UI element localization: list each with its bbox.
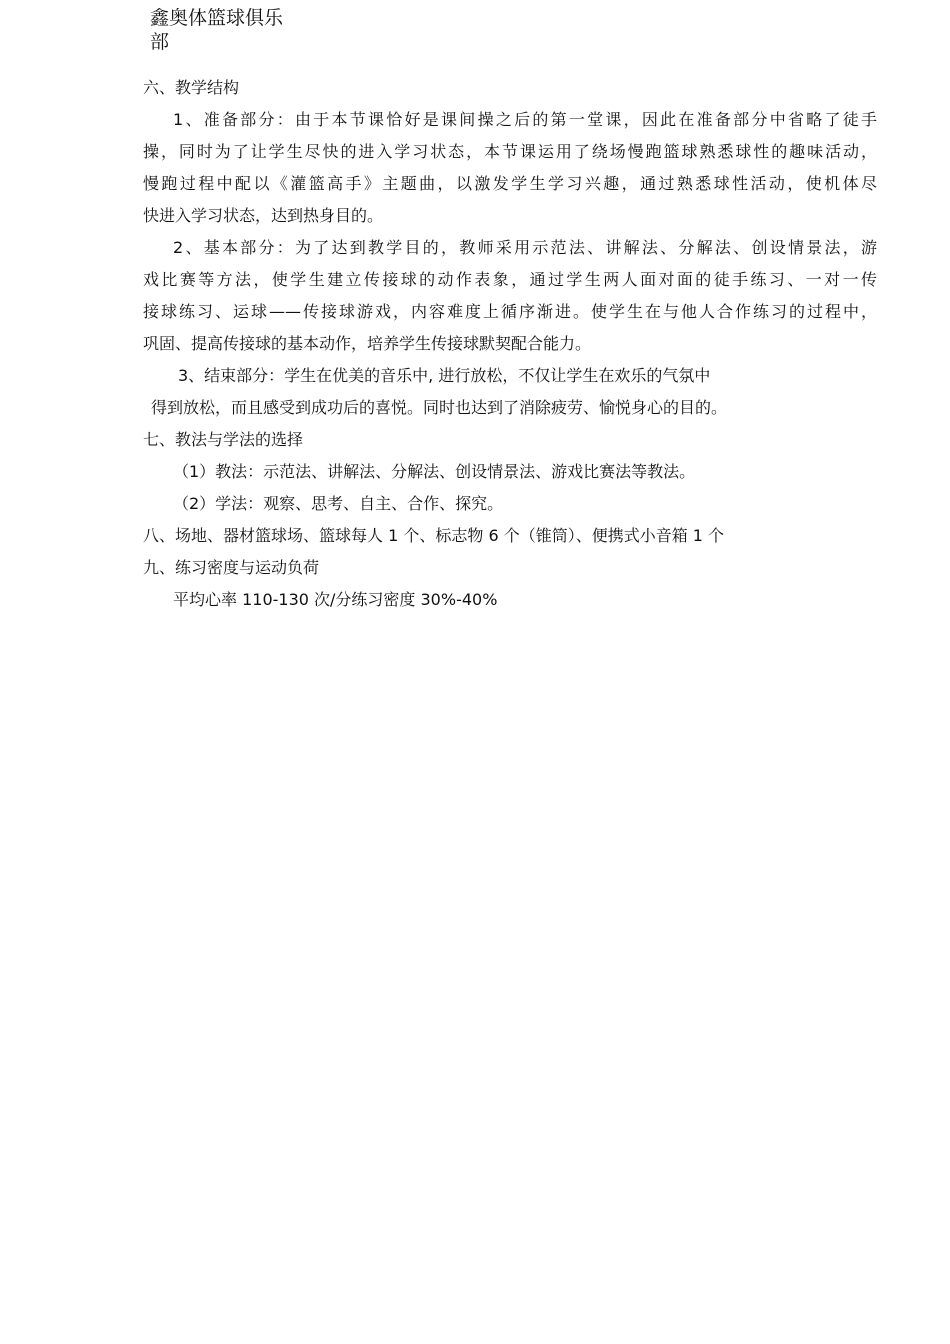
section-6-heading: 六、教学结构 bbox=[143, 78, 240, 97]
paragraph-line: 2、基本部分：为了达到教学目的，教师采用示范法、讲解法、分解法、创设情景法，游 bbox=[173, 238, 877, 257]
paragraph-line: 3、结束部分：学生在优美的音乐中, 进行放松，不仅让学生在欢乐的气氛中 bbox=[178, 366, 711, 385]
paragraph-line: 操，同时为了让学生尽快的进入学习状态，本节课运用了绕场慢跑篮球熟悉球性的趣味活动， bbox=[143, 142, 877, 161]
paragraph-line: 戏比赛等方法，使学生建立传接球的动作表象，通过学生两人面对面的徒手练习、一对一传 bbox=[143, 270, 877, 289]
paragraph-line: 接球练习、运球——传接球游戏，内容难度上循序渐进。使学生在与他人合作练习的过程中， bbox=[143, 302, 877, 321]
club-title-line-1: 鑫奥体篮球俱乐 bbox=[150, 7, 284, 29]
paragraph-ending bbox=[143, 360, 877, 424]
paragraph-basic bbox=[143, 232, 877, 360]
teaching-method-item: （1）教法：示范法、讲解法、分解法、创设情景法、游戏比赛法等教法。 bbox=[173, 462, 696, 481]
heart-rate-density-line: 平均心率 110-130 次/分练习密度 30%-40% bbox=[173, 590, 498, 609]
club-title-line-2: 部 bbox=[150, 31, 170, 53]
paragraph-line: 慢跑过程中配以《灌篮高手》主题曲，以激发学生学习兴趣，通过熟悉球性活动，使机体尽 bbox=[143, 174, 877, 193]
section-8-equipment: 八、场地、器材篮球场、篮球每人 1 个、标志物 6 个（锥筒）、便携式小音箱 1 个 bbox=[143, 526, 725, 545]
learning-method-item: （2）学法：观察、思考、自主、合作、探究。 bbox=[173, 494, 504, 513]
paragraph-line: 快进入学习状态，达到热身目的。 bbox=[143, 206, 384, 225]
paragraph-line: 巩固、提高传接球的基本动作，培养学生传接球默契配合能力。 bbox=[143, 334, 592, 353]
section-9-heading: 九、练习密度与运动负荷 bbox=[143, 558, 320, 577]
document-body bbox=[143, 72, 877, 616]
paragraph-line: 1、准备部分：由于本节课恰好是课间操之后的第一堂课，因此在准备部分中省略了徒手 bbox=[173, 110, 877, 129]
club-title bbox=[150, 6, 320, 54]
section-7-heading: 七、教法与学法的选择 bbox=[143, 430, 304, 449]
paragraph-preparation bbox=[143, 104, 877, 232]
paragraph-line: 得到放松，而且感受到成功后的喜悦。同时也达到了消除疲劳、愉悦身心的目的。 bbox=[151, 398, 728, 417]
